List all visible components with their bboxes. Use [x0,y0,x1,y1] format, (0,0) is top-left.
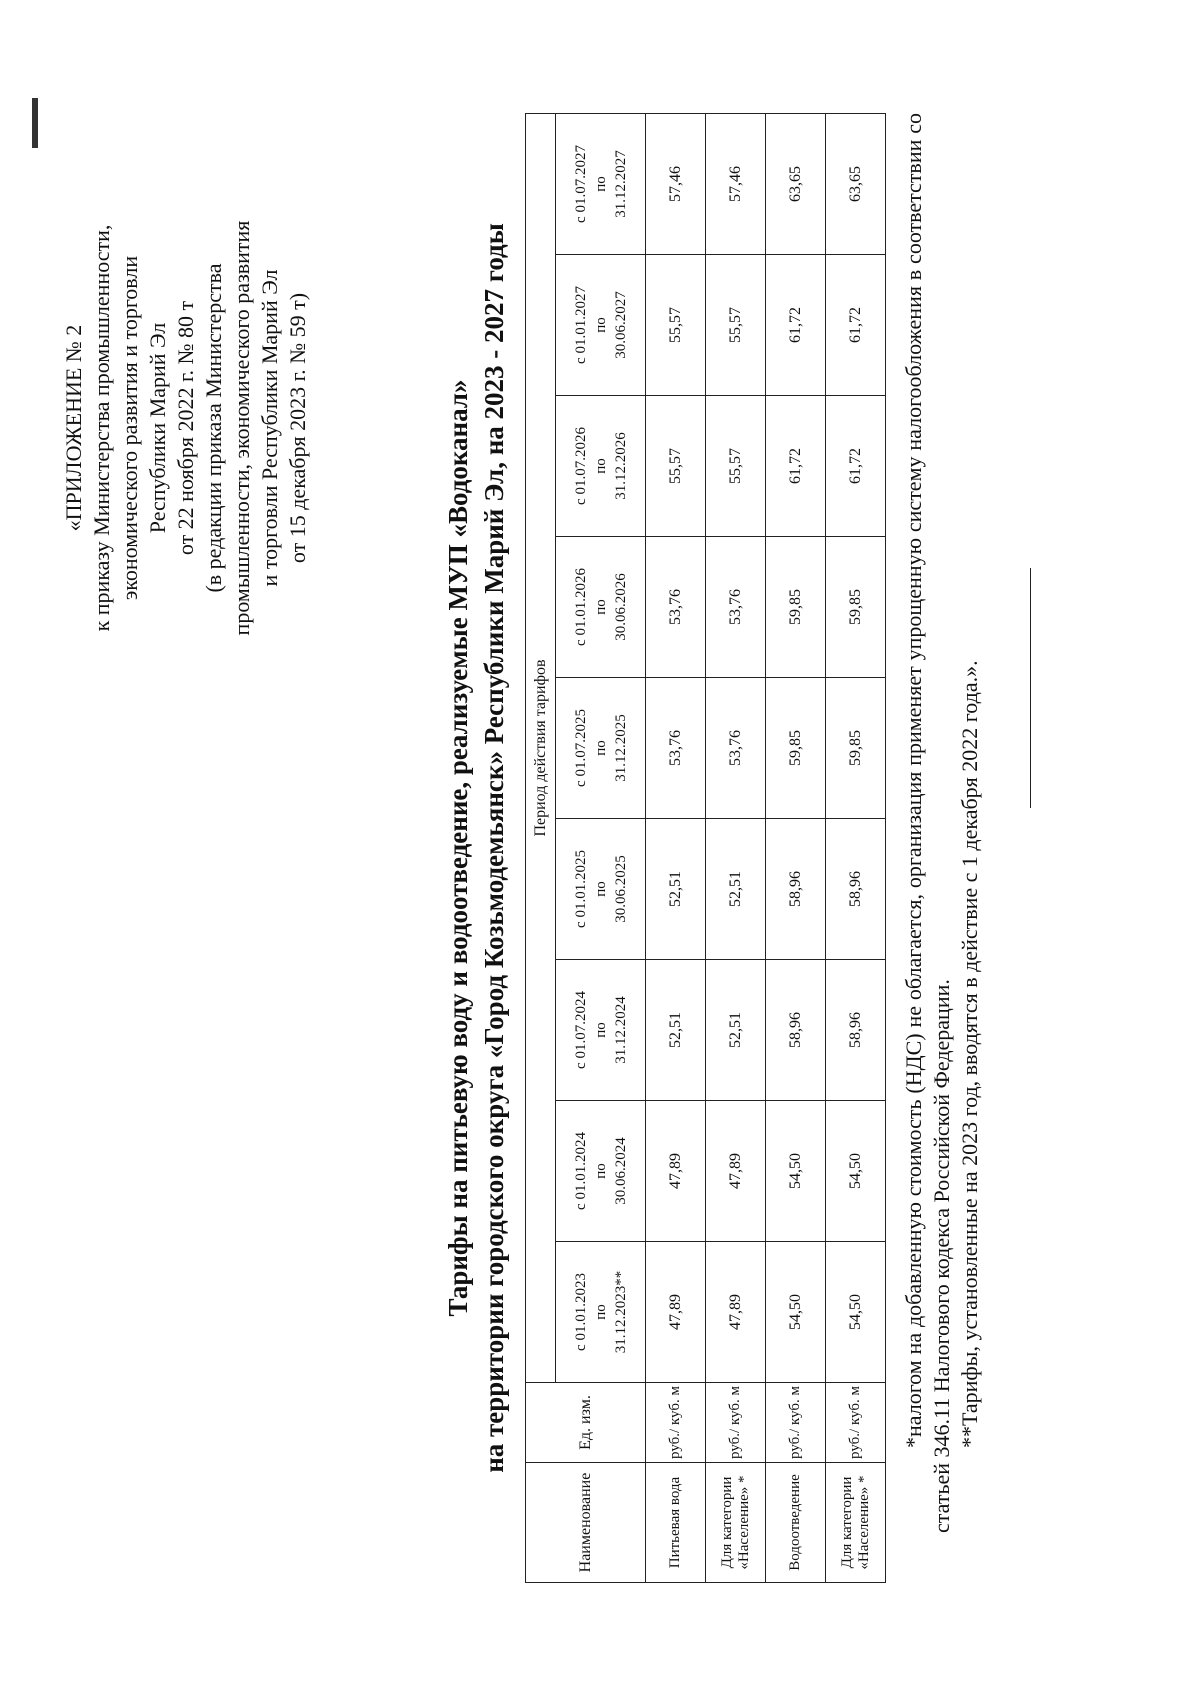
period-from: с 01.01.2023 [572,1273,589,1351]
row-unit: руб./ куб. м [826,1383,886,1463]
period-from: с 01.01.2024 [572,1132,589,1210]
tariff-value: 63,65 [766,114,826,255]
period-to: 31.12.2026 [612,432,629,500]
tariff-value: 55,57 [646,255,706,396]
appendix-line: от 22 ноября 2022 г. № 80 т [173,300,198,556]
tariff-value: 58,96 [766,819,826,960]
tariff-value: 53,76 [646,678,706,819]
period-mid: по [592,458,609,474]
period-mid: по [592,176,609,192]
period-mid: по [592,881,609,897]
tariff-value: 59,85 [766,678,826,819]
period-header-9 [556,114,646,255]
tariff-value: 53,76 [706,537,766,678]
appendix-line: и торговли Республики Марий Эл [257,269,282,587]
tariff-value: 52,51 [706,819,766,960]
period-to: 31.12.2025 [612,714,629,782]
period-header-8 [556,255,646,396]
footnote-vat: *налогом на добавленную стоимость (НДС) не облагается, организация применяет упрощенную систему налогообложения в соответствии со статьей 346.11 Налогового кодекса Российской Федерации. [901,113,954,1533]
tariff-value: 54,50 [826,1242,886,1383]
tariff-value: 47,89 [646,1101,706,1242]
tariff-value: 54,50 [826,1101,886,1242]
tariff-value: 61,72 [826,396,886,537]
title-line-1: Тарифы на питьевую воду и водоотведение, реализуемые МУП «Водоканал» [443,379,473,1317]
tariff-value: 58,96 [826,819,886,960]
header-period: Период действия тарифов [526,114,556,1383]
period-mid: по [592,599,609,615]
row-unit: руб./ куб. м [706,1383,766,1463]
tariff-value: 57,46 [646,114,706,255]
header-name: Наименование [526,1463,646,1583]
tariff-value: 57,46 [706,114,766,255]
table-row [766,114,826,1583]
appendix-line: (в редакции приказа Министерства [201,263,226,593]
period-header-3 [556,960,646,1101]
table-row [706,114,766,1583]
header-unit: Ед. изм. [526,1383,646,1463]
tariff-value: 55,57 [646,396,706,537]
period-from: с 01.07.2024 [572,991,589,1069]
document-title [440,98,512,1598]
appendix-header [60,188,312,668]
tariff-value: 58,96 [766,960,826,1101]
tariff-value: 55,57 [706,255,766,396]
period-mid: по [592,1163,609,1179]
tariff-value: 53,76 [706,678,766,819]
period-from: с 01.01.2026 [572,568,589,646]
period-header-5 [556,678,646,819]
row-name: Водоотведение [766,1463,826,1583]
row-name: Для категории «Население» * [706,1463,766,1583]
period-mid: по [592,1022,609,1038]
period-to: 30.06.2027 [612,291,629,359]
appendix-line: промышленности, экономического развития [229,220,254,636]
period-from: с 01.07.2025 [572,709,589,787]
appendix-line: от 15 декабря 2023 г. № 59 т) [285,292,310,564]
table-row [826,114,886,1583]
rotated-page [40,68,1160,1628]
row-unit: руб./ куб. м [766,1383,826,1463]
tariff-value: 61,72 [766,255,826,396]
row-name: Питьевая вода [646,1463,706,1583]
tariff-value: 52,51 [646,819,706,960]
tariff-value: 54,50 [766,1242,826,1383]
footnotes [900,113,984,1533]
tariff-value: 53,76 [646,537,706,678]
tariff-value: 47,89 [706,1242,766,1383]
row-unit: руб./ куб. м [646,1383,706,1463]
appendix-line: к приказу Министерства промышленности, [89,224,114,632]
tariff-value: 59,85 [766,537,826,678]
period-from: с 01.07.2027 [572,145,589,223]
period-from: с 01.01.2027 [572,286,589,364]
period-header-2 [556,1101,646,1242]
tariff-value: 58,96 [826,960,886,1101]
period-mid: по [592,740,609,756]
tariff-value: 55,57 [706,396,766,537]
period-to: 30.06.2024 [612,1137,629,1205]
period-from: с 01.01.2025 [572,850,589,928]
tariff-value: 47,89 [706,1101,766,1242]
tariff-table [525,113,886,1583]
period-to: 31.12.2023** [612,1270,629,1354]
tariff-value: 54,50 [766,1101,826,1242]
period-mid: по [592,1304,609,1320]
period-from: с 01.07.2026 [572,427,589,505]
tariff-value: 61,72 [766,396,826,537]
period-header-1 [556,1242,646,1383]
scan-mark [32,98,38,148]
period-to: 30.06.2025 [612,855,629,923]
period-mid: по [592,317,609,333]
period-to: 31.12.2027 [612,150,629,218]
appendix-line: «ПРИЛОЖЕНИЕ № 2 [61,324,86,532]
tariff-value: 52,51 [706,960,766,1101]
tariff-value: 52,51 [646,960,706,1101]
separator-line [1030,568,1031,808]
tariff-value: 61,72 [826,255,886,396]
tariff-value: 63,65 [826,114,886,255]
appendix-line: экономического развития и торговли [117,255,142,601]
period-to: 30.06.2026 [612,573,629,641]
period-header-4 [556,819,646,960]
period-header-6 [556,537,646,678]
period-to: 31.12.2024 [612,996,629,1064]
table-row [646,114,706,1583]
tariff-value: 47,89 [646,1242,706,1383]
tariff-value: 59,85 [826,678,886,819]
period-header-7 [556,396,646,537]
title-line-2: на территории городского округа «Город Козьмодемьянск» Республики Марий Эл, на 2023 - 2027 годы [479,223,509,1473]
row-name: Для категории «Население» * [826,1463,886,1583]
footnote-tariffs-2023: **Тарифы, установленные на 2023 год, вводятся в действие с 1 декабря 2022 года.». [957,660,982,1448]
appendix-line: Республики Марий Эл [145,322,170,534]
tariff-value: 59,85 [826,537,886,678]
